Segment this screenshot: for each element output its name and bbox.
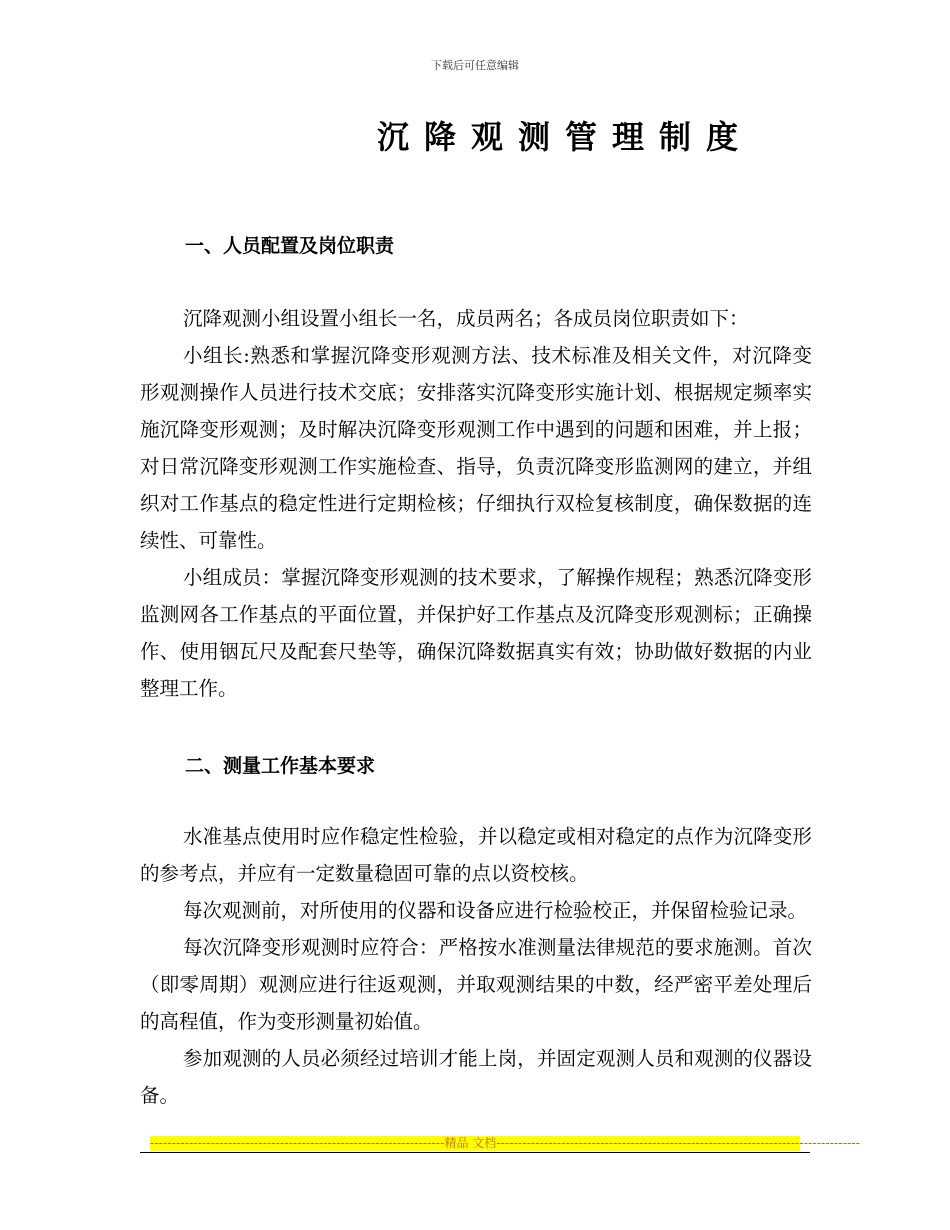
paragraph-1-1: 沉降观测小组设置小组长一名，成员两名；各成员岗位职责如下： [183,307,749,330]
paragraph-1-3: 小组成员：掌握沉降变形观测的技术要求，了解操作规程；熟悉沉降变形监测网各工作基点的平面位置，并保护好工作基点及沉降变形观测标；正确操作、使用铟瓦尺及配套尺垫等，确保沉降数据真实有效；协助做好数据的内业整理工作。 [140,566,812,700]
footer-dashes-left: -------------------------------------------------------------------- [150,1136,445,1150]
paragraph-2-3: 每次沉降变形观测时应符合：严格按水准测量法律规范的要求施测。首次（即零周期）观测应进行往返观测，并取观测结果的中数，经严密平差处理后的高程值，作为变形测量初始值。 [140,936,812,1033]
footer-dashes-right: ------------------------------------------------------------------------------------ [496,1136,861,1150]
footer-highlight-bar [150,1136,861,1151]
paragraph-2-4: 参加观测的人员必须经过培训才能上岗，并固定观测人员和观测的仪器设备。 [140,1047,812,1107]
header-note: 下载后可任意编辑 [431,59,519,72]
paragraph-2-2: 每次观测前，对所使用的仪器和设备应进行检验校正，并保留检验记录。 [183,899,808,922]
section-heading-1: 一、人员配置及岗位职责 [185,235,395,257]
document-title: 沉降观测管理制度 [377,118,754,156]
paragraph-2-1: 水准基点使用时应作稳定性检验，并以稳定或相对稳定的点作为沉降变形的参考点，并应有一定数量稳固可靠的点以资校核。 [140,825,812,885]
paragraph-1-2: 小组长:熟悉和掌握沉降变形观测方法、技术标准及相关文件，对沉降变形观测操作人员进行技术交底；安排落实沉降变形实施计划、根据规定频率实施沉降变形观测；及时解决沉降变形观测工作中遇到的问题和困难，并上报；对日常沉降变形观测工作实施检查、指导，负责沉降变形监测网的建立，并组织对工作基点的稳定性进行定期检核；仔细执行双检复核制度，确保数据的连续性、可靠性。 [140,344,812,552]
footer-label: 精品 文档 [444,1136,497,1150]
footer-rule [140,1152,810,1153]
section-heading-2: 二、测量工作基本要求 [185,755,376,777]
